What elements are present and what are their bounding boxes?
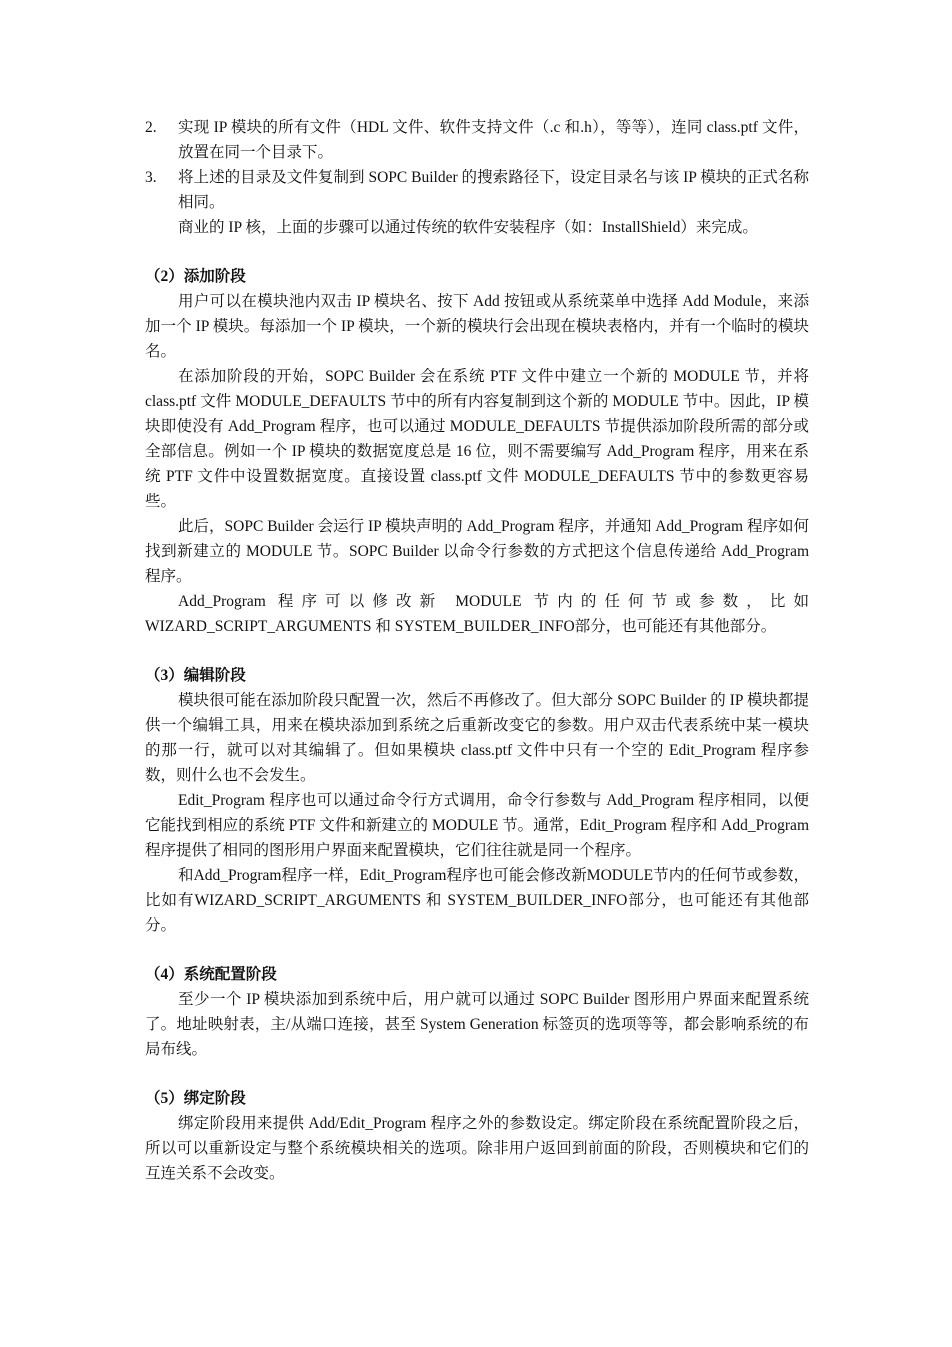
section-binding-stage (145, 1086, 809, 1186)
document-page (145, 115, 809, 1186)
list-number: 2. (145, 119, 157, 136)
section-heading: （3）编辑阶段 (145, 667, 246, 684)
section-heading: （2）添加阶段 (145, 268, 246, 285)
section-add-stage (145, 264, 809, 639)
numbered-list-item (145, 115, 809, 165)
section-edit-stage (145, 663, 809, 938)
paragraph: 绑定阶段用来提供 Add/Edit_Program 程序之外的参数设定。绑定阶段在系统配置阶段之后，所以可以重新设定与整个系统模块相关的选项。除非用户返回到前面的阶段，否则模块和它们的互连关系不会改变。 (145, 1115, 809, 1182)
paragraph: 在添加阶段的开始，SOPC Builder 会在系统 PTF 文件中建立一个新的 MODULE 节，并将 class.ptf 文件 MODULE_DEFAULTS 节中的所有内容复制到这个新的 MODULE 节中。因此，IP 模块即使没有 Add_Program 程序，也可以通过 MODULE_DEFAULTS 节提供添加阶段所需的部分或全部信息。例如一个 IP 模块的数据宽度总是 16 位，则不需要编写 Add_Program 程序，用来在系统 PTF 文件中设置数据宽度。直接设置 class.ptf 文件 MODULE_DEFAULTS 节中的参数更容易些。 (145, 368, 809, 510)
section-heading: （4）系统配置阶段 (145, 966, 277, 983)
paragraph: Add_Program 程序可以修改新 MODULE 节内的任何节或参数，比如 WIZARD_SCRIPT_ARGUMENTS 和 SYSTEM_BUILDER_INFO部分，也可能还有其他部分。 (145, 593, 809, 635)
paragraph: 至少一个 IP 模块添加到系统中后，用户就可以通过 SOPC Builder 图形用户界面来配置系统了。地址映射表，主/从端口连接，甚至 System Generation 标签页的选项等等，都会影响系统的布局布线。 (145, 991, 809, 1058)
paragraph: 此后，SOPC Builder 会运行 IP 模块声明的 Add_Program 程序，并通知 Add_Program 程序如何找到新建立的 MODULE 节。SOPC Builder 以命令行参数的方式把这个信息传递给 Add_Program 程序。 (145, 518, 809, 585)
intro-note: 商业的 IP 核，上面的步骤可以通过传统的软件安装程序（如：InstallShield）来完成。 (178, 219, 758, 236)
list-number: 3. (145, 169, 157, 186)
paragraph: 用户可以在模块池内双击 IP 模块名、按下 Add 按钮或从系统菜单中选择 Add Module，来添加一个 IP 模块。每添加一个 IP 模块，一个新的模块行会出现在模块表格内，并有一个临时的模块名。 (145, 293, 809, 360)
numbered-list-item (145, 165, 809, 215)
list-text: 实现 IP 模块的所有文件（HDL 文件、软件支持文件（.c 和.h），等等），连同 class.ptf 文件，放置在同一个目录下。 (178, 119, 809, 161)
paragraph: Edit_Program 程序也可以通过命令行方式调用，命令行参数与 Add_Program 程序相同，以便它能找到相应的系统 PTF 文件和新建立的 MODULE 节。通常，Edit_Program 程序和 Add_Program 程序提供了相同的图形用户界面来配置模块，它们往往就是同一个程序。 (145, 792, 809, 859)
paragraph: 和Add_Program程序一样，Edit_Program程序也可能会修改新MODULE节内的任何节或参数，比如有WIZARD_SCRIPT_ARGUMENTS 和 SYSTEM_BUILDER_INFO部分，也可能还有其他部分。 (145, 867, 809, 934)
section-heading: （5）绑定阶段 (145, 1090, 246, 1107)
section-system-config-stage (145, 962, 809, 1062)
paragraph: 模块很可能在添加阶段只配置一次，然后不再修改了。但大部分 SOPC Builder 的 IP 模块都提供一个编辑工具，用来在模块添加到系统之后重新改变它的参数。用户双击代表系统中某一模块的那一行，就可以对其编辑了。但如果模块 class.ptf 文件中只有一个空的 Edit_Program 程序参数，则什么也不会发生。 (145, 692, 809, 784)
list-text: 将上述的目录及文件复制到 SOPC Builder 的搜索路径下，设定目录名与该 IP 模块的正式名称相同。 (178, 169, 809, 211)
